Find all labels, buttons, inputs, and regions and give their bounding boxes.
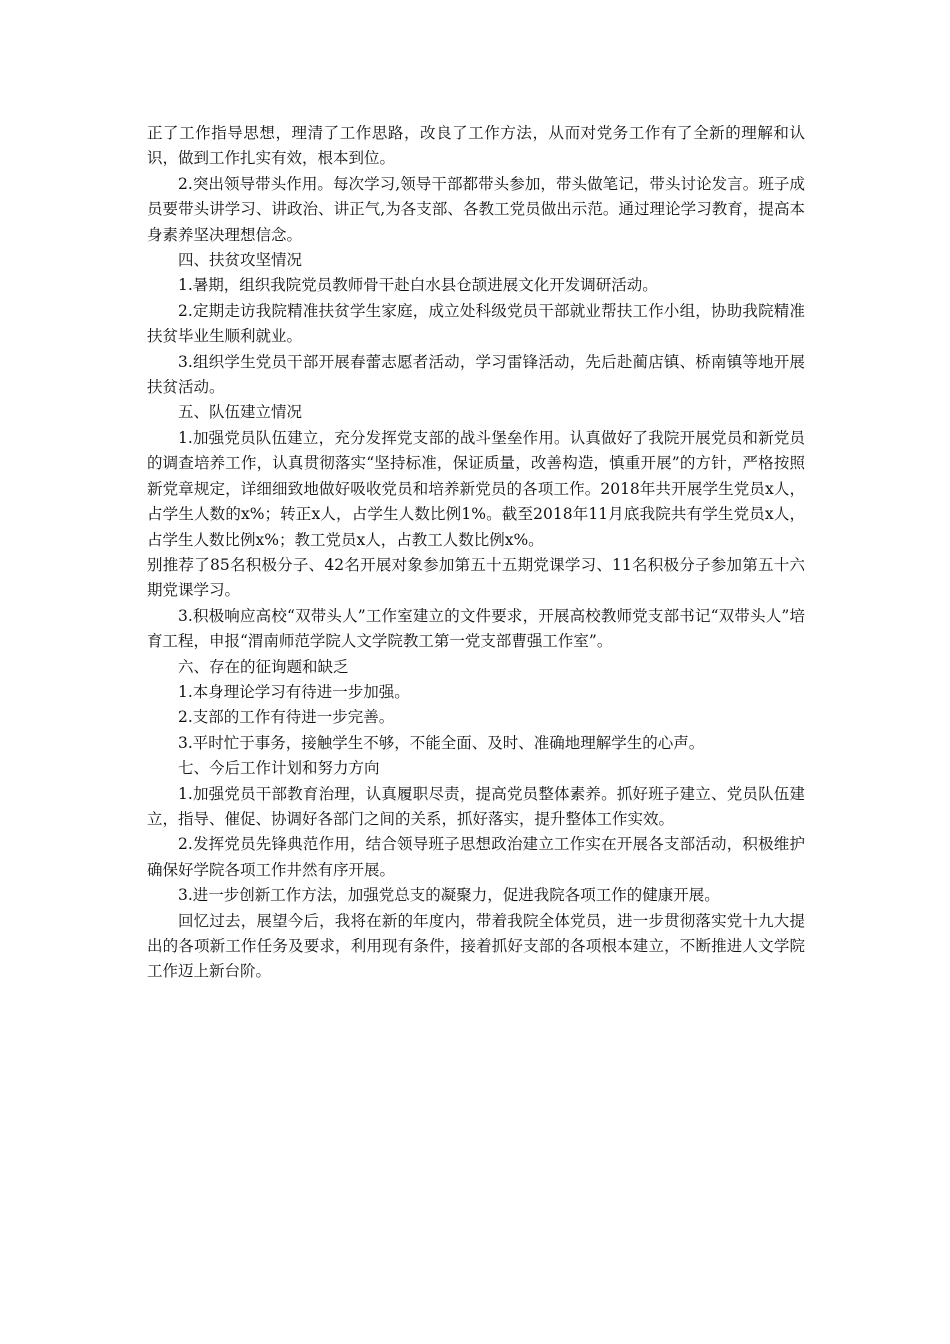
document-body (147, 121, 805, 985)
paragraph-8: 1.加强党员队伍建立，充分发挥党支部的战斗堡垒作用。认真做好了我院开展党员和新党员的调查培养工作，认真贯彻落实“坚持标准，保证质量，改善构造，慎重开展”的方针，严格按照新党章规定，详细细致地做好吸收党员和培养新党员的各项工作。2018年共开展学生党员x人，占学生人数的x%；转正x人，占学生人数比例1%。截至2018年11月底我院共有学生党员x人，占学生人数比例x%；教工党员x人，占教工人数比例x%。 (147, 428, 805, 549)
section-heading-7: 七、今后工作计划和努力方向 (178, 759, 380, 778)
paragraph-19: 回忆过去，展望今后，我将在新的年度内，带着我院全体党员，进一步贯彻落实党十九大提出的各项新工作任务及要求，利用现有条件，接着抓好支部的各项根本建立，不断推进人文学院工作迈上新台阶。 (147, 911, 805, 981)
section-heading-4: 四、扶贫攻坚情况 (178, 251, 303, 270)
paragraph-6: 3.组织学生党员干部开展春蕾志愿者活动，学习雷锋活动，先后赴蔺店镇、桥南镇等地开展扶贫活动。 (147, 352, 805, 397)
paragraph-18: 3.进一步创新工作方法，加强党总支的凝聚力，促进我院各项工作的健康开展。 (178, 886, 720, 905)
paragraph-1: 正了工作指导思想，理清了工作思路，改良了工作方法，从而对党务工作有了全新的理解和认识，做到工作扎实有效，根本到位。 (147, 124, 805, 168)
paragraph-14: 3.平时忙于事务，接触学生不够，不能全面、及时、准确地理解学生的心声。 (178, 733, 705, 752)
paragraph-4: 1.暑期，组织我院党员教师骨干赴白水县仓颉进展文化开发调研活动。 (178, 276, 658, 295)
paragraph-17: 2.发挥党员先锋典范作用，结合领导班子思想政治建立工作实在开展各支部活动，积极维护确保好学院各项工作井然有序开展。 (147, 835, 805, 879)
paragraph-10: 3.积极响应高校“双带头人”工作室建立的文件要求，开展高校教师党支部书记“双带头人”培育工程，申报“渭南师范学院人文学院教工第一党支部曹强工作室”。 (147, 606, 805, 651)
section-heading-5: 五、队伍建立情况 (178, 403, 303, 422)
paragraph-5: 2.定期走访我院精准扶贫学生家庭，成立处科级党员干部就业帮扶工作小组，协助我院精准扶贫毕业生顺利就业。 (147, 301, 805, 346)
paragraph-9: 别推荐了85名积极分子、42名开展对象参加第五十五期党课学习、11名积极分子参加第五十六期党课学习。 (147, 555, 805, 600)
section-heading-6: 六、存在的征询题和缺乏 (178, 657, 349, 676)
paragraph-12: 1.本身理论学习有待进一步加强。 (178, 682, 410, 701)
paragraph-16: 1.加强党员干部教育治理，认真履职尽责，提高党员整体素养。抓好班子建立、党员队伍建立，指导、催促、协调好各部门之间的关系，抓好落实，提升整体工作实效。 (147, 784, 805, 828)
paragraph-13: 2.支部的工作有待进一步完善。 (178, 708, 395, 727)
paragraph-2: 2.突出领导带头作用。每次学习,领导干部都带头参加，带头做笔记，带头讨论发言。班子成员要带头讲学习、讲政治、讲正气,为各支部、各教工党员做出示范。通过理论学习教育，提高本身素养坚决理想信念。 (147, 174, 805, 244)
